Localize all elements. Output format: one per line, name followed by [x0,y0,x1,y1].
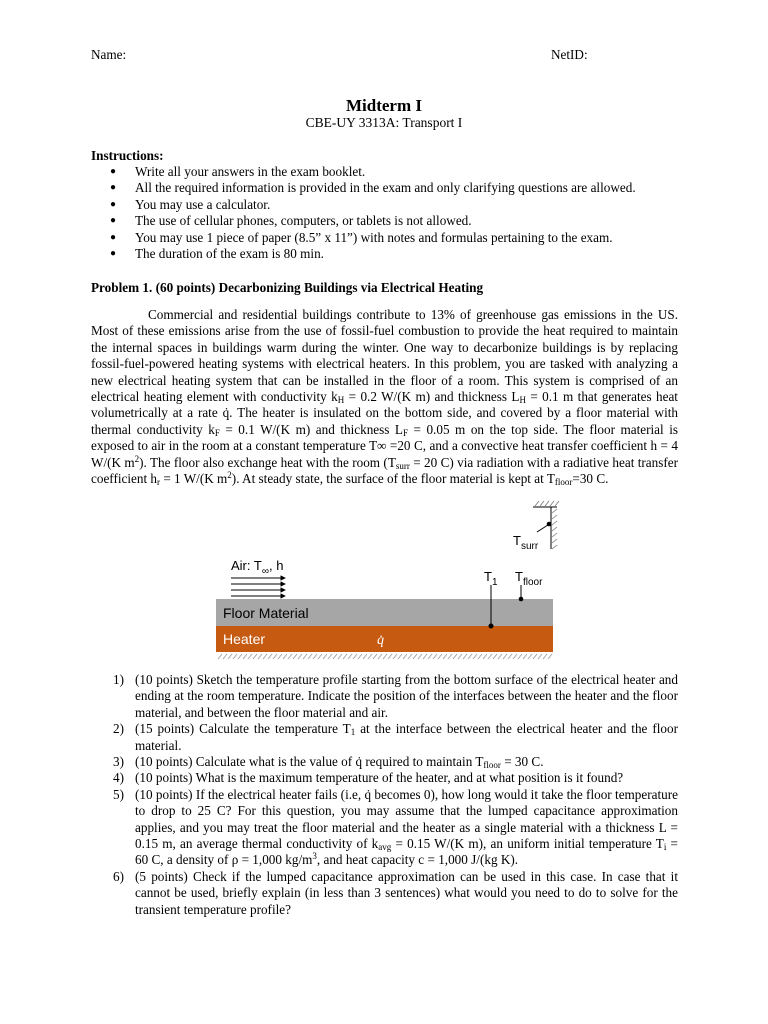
hatch-mark [463,654,467,659]
tsurr-label: $T_{surr}$ [513,533,539,552]
hatch-mark [343,654,347,659]
question-number: 3) [113,754,124,770]
hatch-mark [408,654,412,659]
hatch-mark [388,654,392,659]
hatch-mark [468,654,472,659]
hatch-mark [438,654,442,659]
problem-heading: Problem 1. (60 points) Decarbonizing Buildings via Electrical Heating [91,280,484,295]
hatch-mark [473,654,477,659]
instruction-item: ● Write all your answers in the exam booklet. [110,164,690,180]
hatch-mark [423,654,427,659]
question-item [91,869,678,918]
hatch-mark [478,654,482,659]
hatch-mark [548,654,552,659]
hatch-mark [333,654,337,659]
airflow-arrows [231,578,285,596]
hatch-mark [293,654,297,659]
hatch-mark [353,654,357,659]
hatch-mark [318,654,322,659]
netid-label: NetID: [551,47,588,62]
hatch-mark [488,654,492,659]
question-number: 4) [113,770,124,786]
question-text: (10 points) If the electrical heater fails (i.e, q̇ becomes 0), how long would it take the floor temperature to drop to 25 C? For this question, you may assume that the lumped capacitance approximation applies, and you may treat the floor material and the heater as a single material with a thickness L = 0.15 m, an average thermal conductivity of $k_{avg} = 0.15$ W/(K m), an uniform initial temperature $T_i = 60$ C, a density of ρ = 1,000 $kg/m^3$, and heat capacity c = 1,000 J/(kg K). [135,786,678,868]
heater-diagram [0,497,768,667]
hatch-mark [323,654,327,659]
hatch-mark [418,654,422,659]
hatch-mark [368,654,372,659]
tfloor-point [519,597,524,602]
question-list [91,672,678,918]
question-item [91,672,678,721]
question-item [91,787,678,869]
exam-title: Midterm I [345,96,422,115]
problem-statement [91,307,678,487]
hatch-mark [303,654,307,659]
heater-layer [216,626,553,652]
hatch-mark [233,654,237,659]
hatch-mark [458,654,462,659]
floor-material-label: Floor Material [223,605,309,621]
hatch-mark [228,654,232,659]
hatch-mark [398,654,402,659]
t1-point [489,624,494,629]
hatch-mark [448,654,452,659]
heater-label: Heater [223,631,266,647]
hatch-mark [383,654,387,659]
hatch-mark [498,654,502,659]
hatch-mark [308,654,312,659]
insulation-hatching [218,654,552,659]
hatch-mark [248,654,252,659]
hatch-mark [433,654,437,659]
problem-paragraph: Commercial and residential buildings contribute to 13% of greenhouse gas emissions in the US. Most of these emissions arise from the use of fossil-fuel combustion to provide the heat required to maintain the internal spaces in buildings warm during the winter. One way to decarbonize buildings is by replacing fossil-fuel-powered heating systems with electrical heaters. In this problem, you are tasked with analyzing a new electrical heating system that can be installed in the floor of a room. This system is comprised of an electrical heating element with conductivity $k_H = 0.2$ W/(K m) and thickness $L_H = 0.1$ m that generates heat volumetrically at a rate q̇. The heater is insulated on the bottom side, and covered by a floor material with thermal conductivity $k_F = 0.1$ W/(K m) and thickness $L_F = 0.05$ m on the top side. The floor material is exposed to air in the room at a constant temperature T∞ =20 C, and a convective heat transfer coefficient h = 4 W/(K $m^2$). The floor also exchange heat with the room ($T_{surr} = 20$ C) via radiation with a radiative heat transfer coefficient $h_r = 1$ W/(K $m^2$). At steady state, the surface of the floor material is kept at $T_{floor}=30$ C. [91,307,679,488]
hatch-mark [263,654,267,659]
instructions-list [110,164,690,262]
question-text: (15 points) Calculate the temperature $T_1$ at the interface between the electrical heater and the floor material. [135,721,678,753]
question-number: 6) [113,868,124,884]
hatch-mark [278,654,282,659]
tfloor-label: $T_{floor}$ [515,569,543,588]
hatch-mark [313,654,317,659]
question-number: 5) [113,786,124,802]
question-item [91,754,678,770]
hatch-mark [528,654,532,659]
hatch-mark [283,654,287,659]
t1-label: $T_1$ [484,569,498,588]
instructions-heading: Instructions: [91,148,164,163]
hatch-mark [363,654,367,659]
instruction-item: ● You may use 1 piece of paper (8.5” x 11”) with notes and formulas pertaining to the exam. [110,230,690,246]
hatch-mark [328,654,332,659]
hatch-mark [238,654,242,659]
hatch-mark [533,654,537,659]
hatch-mark [428,654,432,659]
hatch-mark [508,654,512,659]
question-text: (5 points) Check if the lumped capacitance approximation can be used in this case. In case that it cannot be used, briefly explain (in less than 3 sentences) what would you need to do to solve for the transient temperature profile? [135,868,678,917]
question-item [91,721,678,754]
hatch-mark [218,654,222,659]
hatch-mark [268,654,272,659]
hatch-mark [523,654,527,659]
hatch-mark [253,654,257,659]
hatch-mark [258,654,262,659]
question-number: 2) [113,721,124,737]
hatch-mark [373,654,377,659]
hatch-mark [453,654,457,659]
course-code: CBE-UY 3313A: Transport I [305,115,463,130]
hatch-mark [543,654,547,659]
hatch-mark [393,654,397,659]
hatch-mark [338,654,342,659]
hatch-mark [243,654,247,659]
question-number: 1) [113,672,124,687]
question-text: (10 points) Calculate what is the value of q̇ required to maintain $T_{floor} = 30$ C. [135,754,544,771]
name-label: Name: [91,47,127,62]
hatch-mark [348,654,352,659]
question-text: (10 points) Sketch the temperature profile starting from the bottom surface of the electrical heater and ending at the room temperature. Indicate the position of the interfaces between the heater and the floor material, and between the floor material and air. [135,672,678,720]
hatch-mark [358,654,362,659]
hatch-mark [518,654,522,659]
hatch-mark [493,654,497,659]
instruction-item: ● All the required information is provided in the exam and only clarifying questions are allowed. [110,180,690,196]
hatch-mark [538,654,542,659]
hatch-mark [223,654,227,659]
question-item [91,770,678,786]
instruction-item: ● The use of cellular phones, computers, or tablets is not allowed. [110,213,690,229]
air-label: Air: $T_\infty$, h [231,558,284,577]
instruction-item: ● You may use a calculator. [110,197,690,213]
question-text: (10 points) What is the maximum temperature of the heater, and at what position is it found? [135,770,624,786]
hatch-mark [413,654,417,659]
hatch-mark [273,654,277,659]
hatch-mark [513,654,517,659]
hatch-mark [443,654,447,659]
qdot-label: q̇ [377,633,384,648]
hatch-mark [298,654,302,659]
instruction-item: ● The duration of the exam is 80 min. [110,246,690,262]
hatch-mark [403,654,407,659]
hatch-mark [483,654,487,659]
hatch-mark [288,654,292,659]
hatch-mark [503,654,507,659]
hatch-mark [378,654,382,659]
